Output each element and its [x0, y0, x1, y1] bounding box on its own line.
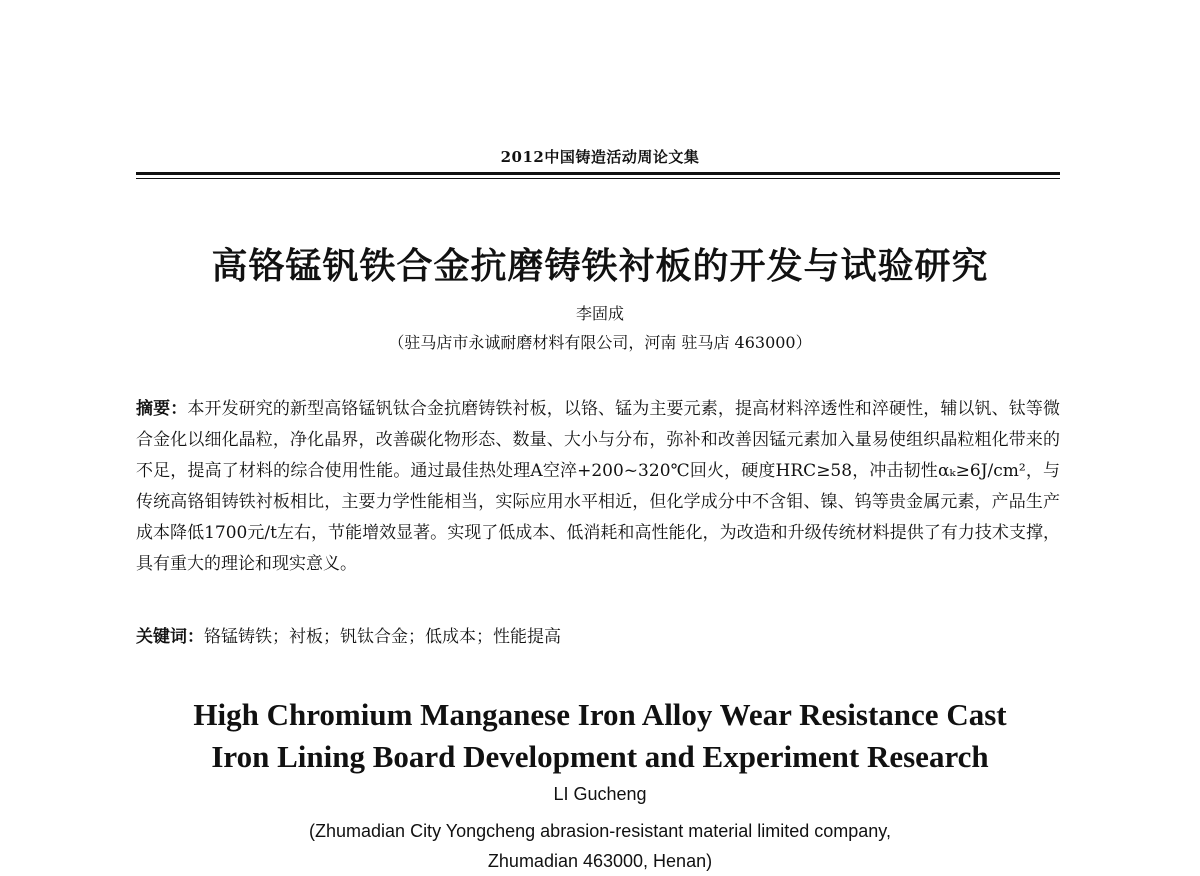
- keywords-text: 铬锰铸铁；衬板；钒钛合金；低成本；性能提高: [204, 627, 561, 647]
- chinese-affiliation: （驻马店市永诚耐磨材料有限公司，河南 驻马店 463000）: [388, 333, 812, 352]
- running-header: 2012中国铸造活动周论文集: [500, 148, 700, 166]
- abstract: [136, 394, 1060, 580]
- header-rule-thick: [136, 172, 1060, 175]
- header-rule-thin: [136, 178, 1060, 179]
- abstract-text: 本开发研究的新型高铬锰钒钛合金抗磨铸铁衬板，以铬、锰为主要元素，提高材料淬透性和淬硬性，辅以钒、钛等微合金化以细化晶粒，净化晶界，改善碳化物形态、数量、大小与分布，弥补和改善因锰元素加入量易使组织晶粒粗化带来的不足，提高了材料的综合使用性能。通过最佳热处理A空淬+200~320℃回火，硬度HRC≥58，冲击韧性αₖ≥6J/cm²，与传统高铬钼铸铁衬板相比，主要力学性能相当，实际应用水平相近，但化学成分中不含钼、镍、钨等贵金属元素，产品生产成本降低1700元/t左右，节能增效显著。实现了低成本、低消耗和高性能化，为改造和升级传统材料提供了有力技术支撑，具有重大的理论和现实意义。: [136, 399, 1061, 574]
- english-title: [0, 694, 1200, 778]
- keywords: [136, 622, 1060, 647]
- english-author: LI Gucheng: [553, 784, 647, 804]
- english-title-line-2: Iron Lining Board Development and Experiment Research: [211, 739, 989, 774]
- english-title-line-1: High Chromium Manganese Iron Alloy Wear Resistance Cast: [193, 697, 1007, 732]
- keywords-label: 关键词：: [136, 627, 204, 647]
- english-affiliation-line-1: (Zhumadian City Yongcheng abrasion-resistant material limited company,: [309, 821, 891, 841]
- chinese-author: 李固成: [575, 304, 624, 323]
- english-affiliation: [0, 816, 1200, 876]
- abstract-label: 摘要：: [136, 399, 188, 419]
- english-affiliation-line-2: Zhumadian 463000, Henan): [487, 851, 713, 871]
- chinese-title: 高铬锰钒铁合金抗磨铸铁衬板的开发与试验研究: [211, 246, 989, 287]
